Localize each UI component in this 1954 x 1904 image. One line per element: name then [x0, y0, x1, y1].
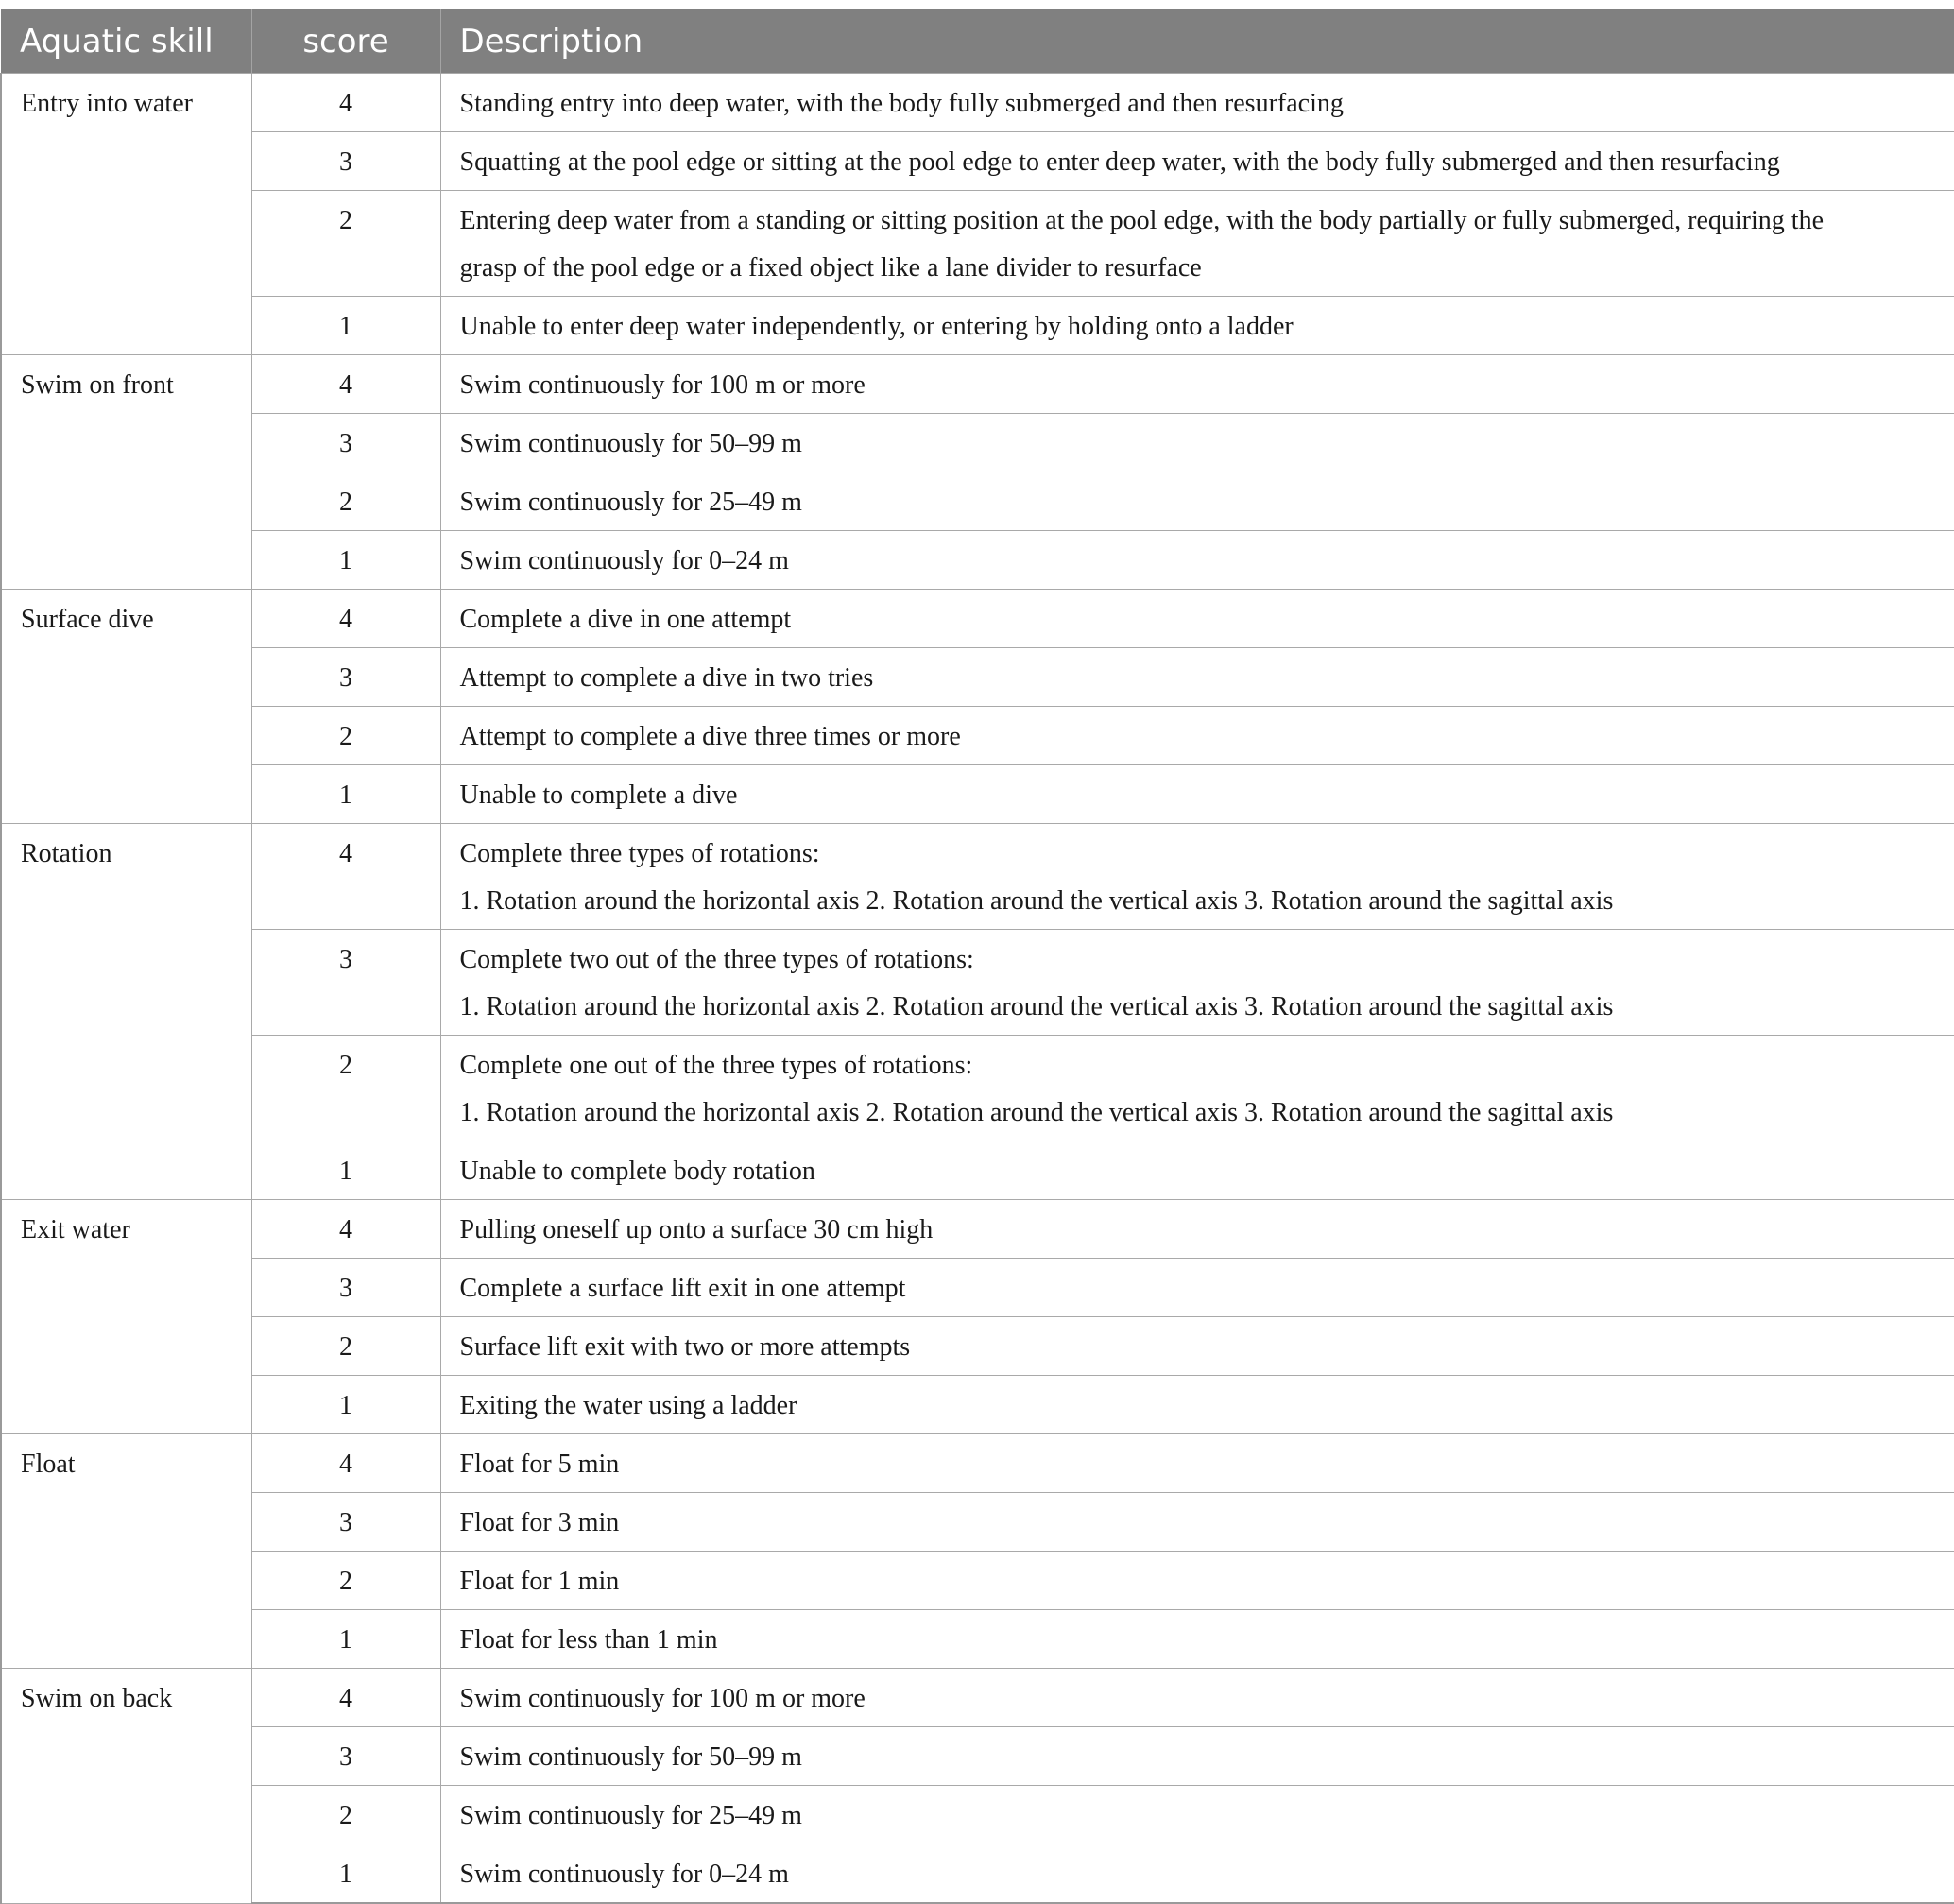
aquatic-skill-cell: Exit water — [1, 1200, 251, 1434]
description-cell — [440, 472, 1954, 531]
score-cell: 2 — [251, 1552, 440, 1610]
description-cell — [440, 707, 1954, 765]
description-line: Float for 1 min — [459, 1567, 620, 1596]
description-line: grasp of the pool edge or a fixed object like a lane divider to resurface — [459, 253, 1202, 283]
description-line: Unable to complete body rotation — [459, 1157, 815, 1186]
description-line: Swim continuously for 50–99 m — [459, 429, 802, 458]
table-body — [1, 74, 1954, 1904]
aquatic-skill-cell: Float — [1, 1434, 251, 1669]
score-cell: 1 — [251, 297, 440, 355]
description-cell — [440, 1844, 1954, 1904]
description-cell — [440, 531, 1954, 590]
aquatic-skill-cell: Rotation — [1, 824, 251, 1200]
description-cell — [440, 765, 1954, 824]
table-row — [1, 1727, 1954, 1786]
aquatic-skill-cell: Surface dive — [1, 590, 251, 824]
description-line: Complete two out of the three types of rotations: — [459, 945, 974, 974]
description-cell — [440, 1493, 1954, 1552]
score-cell: 3 — [251, 930, 440, 1036]
table-row — [1, 1259, 1954, 1317]
description-line: Entering deep water from a standing or sitting position at the pool edge, with the body partially or fully submerged, requiring the — [459, 206, 1824, 235]
header-score: score — [251, 9, 440, 74]
score-cell: 1 — [251, 1376, 440, 1434]
description-line: Complete a surface lift exit in one attempt — [459, 1274, 906, 1303]
description-cell — [440, 1610, 1954, 1669]
description-cell — [440, 590, 1954, 648]
aquatic-skill-table — [0, 9, 1954, 1904]
description-cell — [440, 930, 1954, 1036]
description-cell — [440, 1786, 1954, 1844]
score-cell: 3 — [251, 132, 440, 191]
table-row — [1, 531, 1954, 590]
description-line: Float for 5 min — [459, 1449, 620, 1479]
score-cell: 1 — [251, 1141, 440, 1200]
table-row — [1, 297, 1954, 355]
description-cell — [440, 1669, 1954, 1727]
description-line: Complete three types of rotations: — [459, 839, 820, 868]
table-row — [1, 1141, 1954, 1200]
score-cell: 3 — [251, 1727, 440, 1786]
description-line: 1. Rotation around the horizontal axis 2. Rotation around the vertical axis 3. Rotation around the sagittal axis — [459, 992, 1614, 1021]
table-row — [1, 1844, 1954, 1904]
description-line: Swim continuously for 25–49 m — [459, 1801, 802, 1830]
description-line: Pulling oneself up onto a surface 30 cm high — [459, 1215, 934, 1244]
description-line: Float for less than 1 min — [459, 1625, 718, 1655]
table-row — [1, 414, 1954, 472]
description-line: Float for 3 min — [459, 1508, 620, 1537]
score-cell: 4 — [251, 824, 440, 930]
score-cell: 2 — [251, 472, 440, 531]
table-row — [1, 590, 1954, 648]
score-cell: 2 — [251, 707, 440, 765]
description-line: Swim continuously for 25–49 m — [459, 488, 802, 517]
table-row — [1, 1493, 1954, 1552]
table-row — [1, 1200, 1954, 1259]
description-line: Unable to complete a dive — [459, 780, 738, 810]
description-line: Swim continuously for 50–99 m — [459, 1742, 802, 1772]
description-cell — [440, 1200, 1954, 1259]
table-row — [1, 1434, 1954, 1493]
score-cell: 4 — [251, 1434, 440, 1493]
description-line: Complete one out of the three types of rotations: — [459, 1051, 973, 1080]
table-header-row — [1, 9, 1954, 74]
header-aquatic-skill: Aquatic skill — [1, 9, 251, 74]
score-cell: 3 — [251, 1259, 440, 1317]
table-row — [1, 472, 1954, 531]
table-row — [1, 930, 1954, 1036]
table-row — [1, 1786, 1954, 1844]
description-line: Swim continuously for 0–24 m — [459, 546, 789, 575]
score-cell: 1 — [251, 1610, 440, 1669]
description-line: Surface lift exit with two or more attempts — [459, 1332, 911, 1362]
description-cell — [440, 191, 1954, 297]
description-cell — [440, 1036, 1954, 1141]
description-cell — [440, 1727, 1954, 1786]
table-row — [1, 1669, 1954, 1727]
description-line: Unable to enter deep water independently, or entering by holding onto a ladder — [459, 312, 1294, 341]
aquatic-skill-cell: Swim on front — [1, 355, 251, 590]
description-cell — [440, 355, 1954, 414]
description-cell — [440, 1259, 1954, 1317]
table-row — [1, 707, 1954, 765]
description-cell — [440, 414, 1954, 472]
description-cell — [440, 1317, 1954, 1376]
table-row — [1, 1552, 1954, 1610]
table-row — [1, 191, 1954, 297]
description-cell — [440, 824, 1954, 930]
score-cell: 3 — [251, 648, 440, 707]
score-cell: 2 — [251, 1036, 440, 1141]
score-cell: 2 — [251, 1317, 440, 1376]
table-row — [1, 765, 1954, 824]
table-row — [1, 824, 1954, 930]
table-row — [1, 132, 1954, 191]
score-cell: 4 — [251, 74, 440, 132]
description-line: Complete a dive in one attempt — [459, 605, 792, 634]
description-line: Attempt to complete a dive three times or more — [459, 722, 961, 751]
score-cell: 4 — [251, 590, 440, 648]
description-cell — [440, 1376, 1954, 1434]
description-line: 1. Rotation around the horizontal axis 2. Rotation around the vertical axis 3. Rotation around the sagittal axis — [459, 886, 1614, 916]
description-cell — [440, 132, 1954, 191]
score-cell: 3 — [251, 414, 440, 472]
description-line: Squatting at the pool edge or sitting at the pool edge to enter deep water, with the body fully submerged and then resurfacing — [459, 147, 1780, 177]
table-row — [1, 355, 1954, 414]
score-cell: 1 — [251, 531, 440, 590]
description-line: Swim continuously for 0–24 m — [459, 1860, 789, 1889]
description-cell — [440, 297, 1954, 355]
score-cell: 1 — [251, 765, 440, 824]
description-line: Exiting the water using a ladder — [459, 1391, 797, 1420]
table-row — [1, 1317, 1954, 1376]
description-line: 1. Rotation around the horizontal axis 2. Rotation around the vertical axis 3. Rotation around the sagittal axis — [459, 1098, 1614, 1127]
description-cell — [440, 1434, 1954, 1493]
score-cell: 4 — [251, 355, 440, 414]
score-cell: 2 — [251, 191, 440, 297]
header-description: Description — [440, 9, 1954, 74]
table-row — [1, 648, 1954, 707]
description-line: Swim continuously for 100 m or more — [459, 370, 866, 400]
score-cell: 1 — [251, 1844, 440, 1904]
aquatic-skill-cell: Entry into water — [1, 74, 251, 355]
description-line: Standing entry into deep water, with the body fully submerged and then resurfacing — [459, 89, 1344, 118]
table-container — [0, 9, 1954, 1904]
description-line: Attempt to complete a dive in two tries — [459, 663, 874, 693]
score-cell: 3 — [251, 1493, 440, 1552]
description-cell — [440, 1141, 1954, 1200]
description-cell — [440, 74, 1954, 132]
table-row — [1, 1376, 1954, 1434]
table-row — [1, 1036, 1954, 1141]
description-cell — [440, 648, 1954, 707]
score-cell: 4 — [251, 1200, 440, 1259]
description-cell — [440, 1552, 1954, 1610]
score-cell: 4 — [251, 1669, 440, 1727]
aquatic-skill-cell: Swim on back — [1, 1669, 251, 1904]
description-line: Swim continuously for 100 m or more — [459, 1684, 866, 1713]
score-cell: 2 — [251, 1786, 440, 1844]
table-row — [1, 1610, 1954, 1669]
table-row — [1, 74, 1954, 132]
